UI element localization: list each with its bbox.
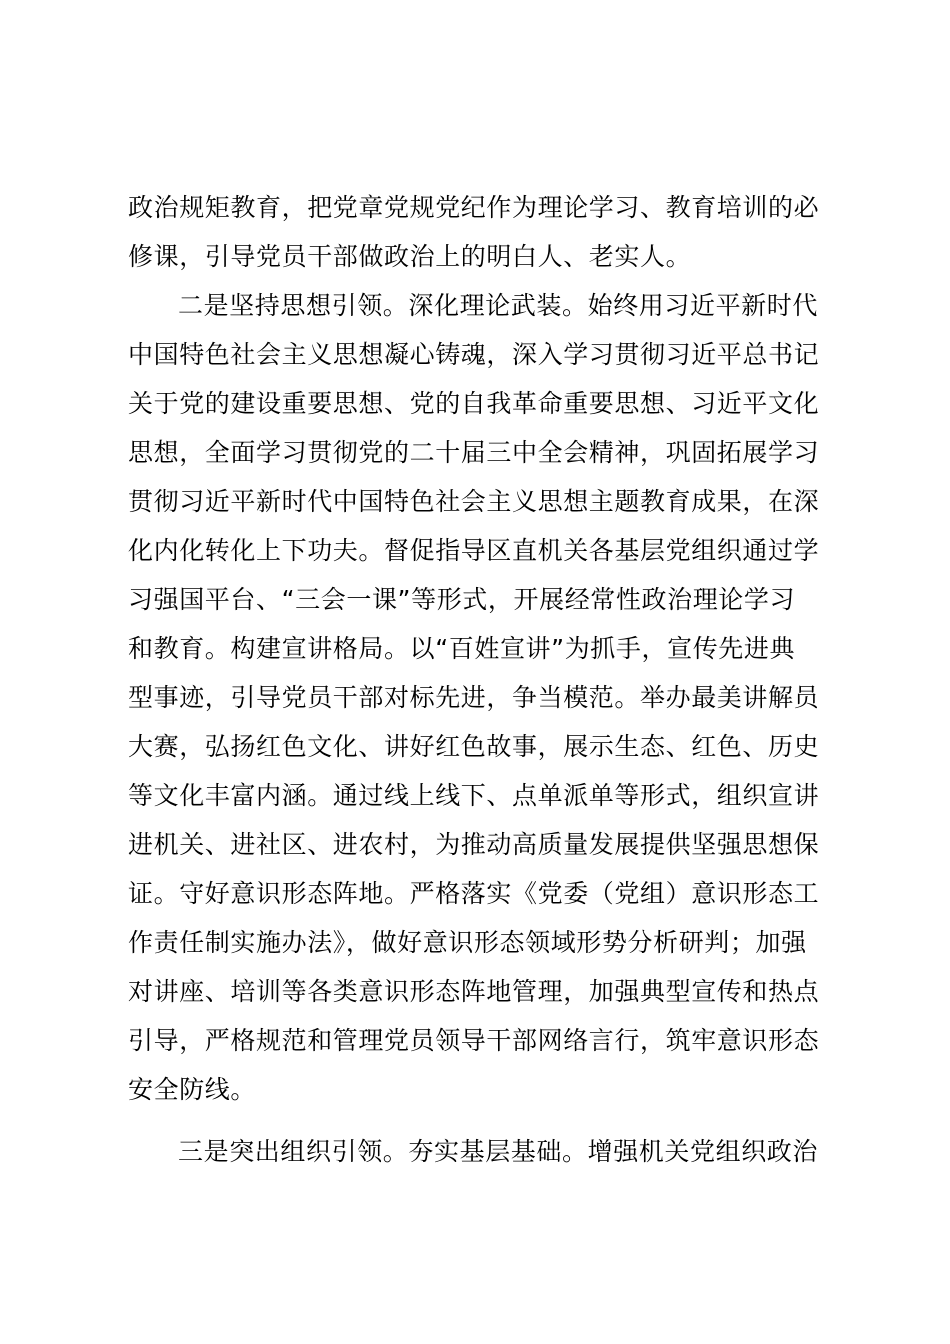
text-line: 关于党的建设重要思想、党的自我革命重要思想、习近平文化 bbox=[128, 389, 820, 418]
paragraph-start-line: 二是坚持思想引领。深化理论武装。始终用习近平新时代 bbox=[178, 291, 819, 320]
text-line: 安全防线。 bbox=[128, 1075, 257, 1104]
text-line: 贯彻习近平新时代中国特色社会主义思想主题教育成果，在深 bbox=[128, 487, 820, 516]
text-line: 型事迹，引导党员干部对标先进，争当模范。举办最美讲解员 bbox=[128, 683, 820, 712]
text-line: 化内化转化上下功夫。督促指导区直机关各基层党组织通过学 bbox=[128, 536, 820, 565]
text-line: 习强国平台、“三会一课”等形式，开展经常性政治理论学习 bbox=[128, 585, 796, 614]
text-line: 作责任制实施办法》，做好意识形态领域形势分析研判；加强 bbox=[128, 928, 807, 957]
text-line: 思想，全面学习贯彻党的二十届三中全会精神，巩固拓展学习 bbox=[128, 438, 820, 467]
text-line: 大赛，弘扬红色文化、讲好红色故事，展示生态、红色、历史 bbox=[128, 732, 820, 761]
text-line: 证。守好意识形态阵地。严格落实《党委（党组）意识形态工 bbox=[128, 879, 820, 908]
text-line: 对讲座、培训等各类意识形态阵地管理，加强典型宣传和热点 bbox=[128, 977, 820, 1006]
text-line: 进机关、进社区、进农村，为推动高质量发展提供坚强思想保 bbox=[128, 830, 820, 859]
text-line: 引导，严格规范和管理党员领导干部网络言行，筑牢意识形态 bbox=[128, 1026, 820, 1055]
text-line: 修课，引导党员干部做政治上的明白人、老实人。 bbox=[128, 242, 692, 271]
paragraph-start-line: 三是突出组织引领。夯实基层基础。增强机关党组织政治 bbox=[178, 1137, 819, 1166]
text-line: 政治规矩教育，把党章党规党纪作为理论学习、教育培训的必 bbox=[128, 193, 820, 222]
text-line: 中国特色社会主义思想凝心铸魂，深入学习贯彻习近平总书记 bbox=[128, 340, 820, 369]
text-line: 和教育。构建宣讲格局。以“百姓宣讲”为抓手，宣传先进典 bbox=[128, 634, 796, 663]
text-line: 等文化丰富内涵。通过线上线下、点单派单等形式，组织宣讲 bbox=[128, 781, 820, 810]
